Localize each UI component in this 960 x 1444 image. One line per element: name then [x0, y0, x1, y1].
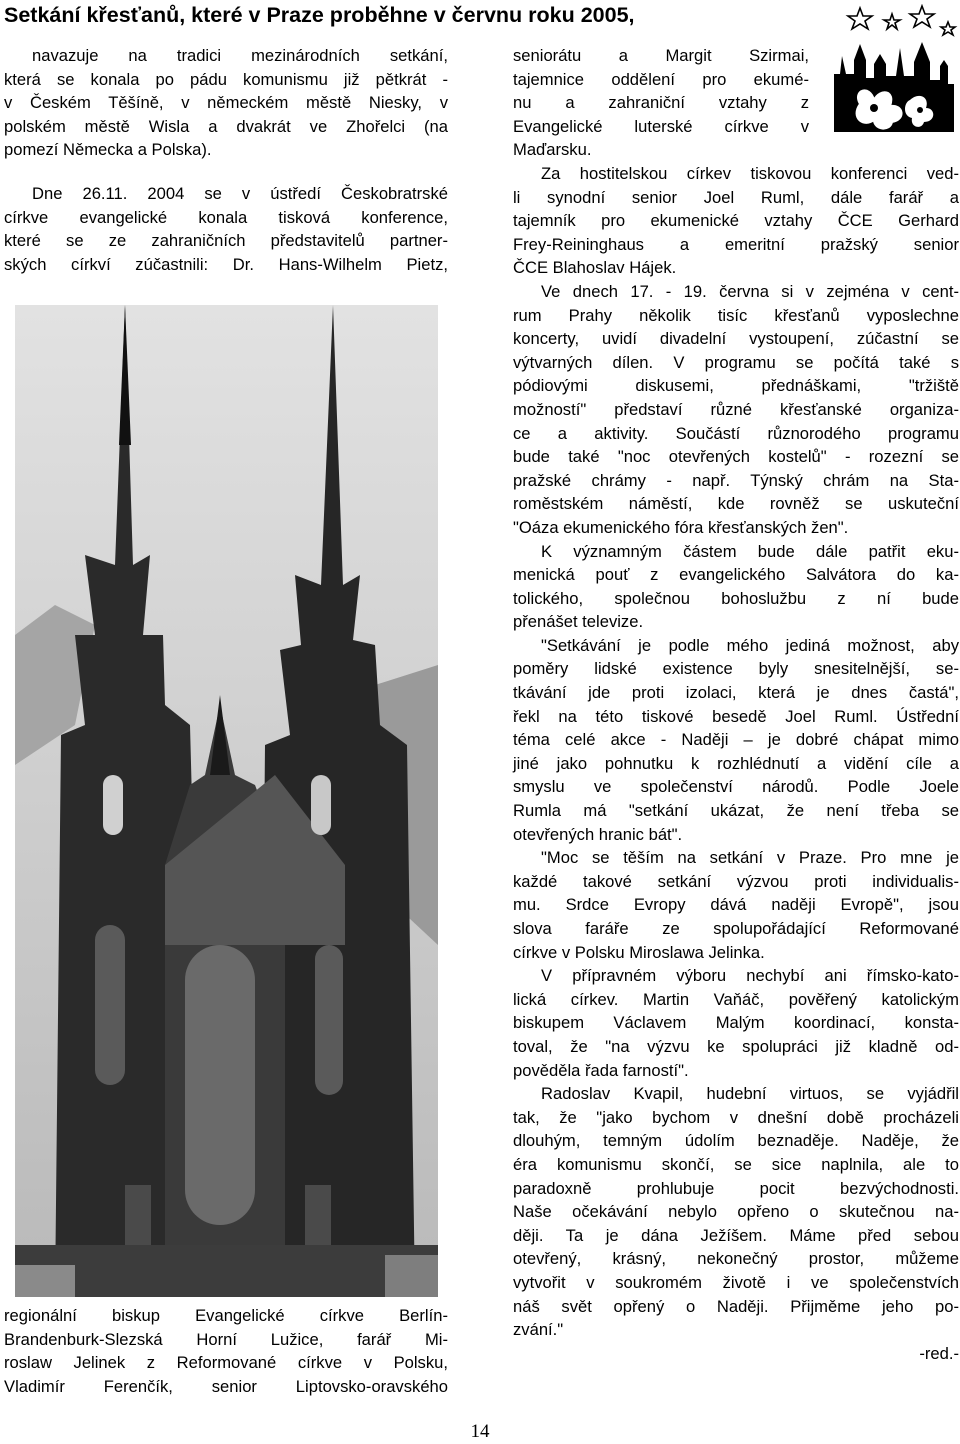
page-title: Setkání křesťanů, které v Praze proběhne v červnu roku 2005,: [4, 3, 635, 27]
text-line: K významným částem bude dále patřit eku-: [541, 541, 959, 561]
text-line: roměstském náměstí, kde rovněž se uskuteční: [513, 494, 959, 514]
text-line: tajemník pro ekumenické vztahy ČCE Gerhard: [513, 211, 959, 231]
text-line: v Českém Těšíně, v německém městě Niesky, v: [4, 93, 448, 113]
text-line: pomezí Německa a Polska).: [4, 140, 212, 160]
text-line: "Moc se těším na setkání v Praze. Pro mne je: [541, 848, 959, 868]
text-line: otevřených hranic bát".: [513, 824, 683, 844]
text-line: koncerty, uvidí divadelní vystoupení, zúčastní se: [513, 329, 959, 349]
right-column-top: [513, 44, 809, 162]
page-number: 14: [470, 1421, 490, 1442]
signature: -red.-: [919, 1343, 959, 1363]
text-line: výtvarných dílen. V programu se počítá také s: [513, 352, 959, 372]
right-column: [513, 162, 959, 1365]
text-line: otevřený, krásný, nekonečný prostor, můžeme: [513, 1249, 959, 1269]
text-line: rum Prahy několik tisíc křesťanů vyposlechne: [513, 305, 959, 325]
text-line: lická církev. Martin Vaňáč, pověřený katolickým: [513, 989, 959, 1009]
text-line: li synodní senior Joel Ruml, dále farář a: [513, 187, 959, 207]
text-line: ce a aktivity. Součástí různorodého programu: [513, 423, 959, 443]
text-line: tolického, společnou bohoslužbu z ní bude: [513, 588, 959, 608]
text-line: řekl na této tiskové besedě Joel Ruml. Ústřední: [513, 706, 959, 726]
text-line: tkávání jde proti izolaci, která je dnes častá",: [513, 683, 959, 703]
ecumenical-meeting-logo: [830, 4, 958, 134]
text-line: církve v Polsku Miroslawa Jelinka.: [513, 942, 765, 962]
text-line: Frey-Reininghaus a emeritní pražský senior: [513, 234, 959, 254]
text-line: nu a zahraniční vztahy z: [513, 93, 809, 113]
text-line: smyslu ve společenství národů. Podle Joele: [513, 777, 959, 797]
text-line: V přípravném výboru nechybí ani římsko-kato-: [541, 966, 959, 986]
text-line: zvání.": [513, 1320, 564, 1340]
text-line: přenášet televize.: [513, 612, 644, 632]
text-line: navazuje na tradici mezinárodních setkání,: [32, 46, 448, 65]
text-line: náš svět opřený o Naději. Přijměme jeho po-: [513, 1296, 959, 1316]
text-line: poměry lidské existence byly snesitelnější, se-: [513, 659, 959, 679]
text-line: menická pouť z evangelického Salvátora do ka-: [513, 565, 959, 585]
text-line: éra komunismu skončí, se sice naplnila, ale to: [513, 1154, 959, 1174]
text-line: Vladimír Ferenčík, senior Liptovsko-oravského: [4, 1376, 448, 1396]
text-line: tajemnice oddělení pro ekumé-: [513, 69, 809, 89]
left-column-top: [4, 44, 448, 276]
text-line: slova faráře ze spolupořádající Reformované: [513, 919, 959, 938]
text-line: Naše očekávání nebylo opřeno o skutečnou na-: [513, 1202, 959, 1222]
text-line: paradoxně prohlubuje pocit bezvýchodnosti.: [513, 1178, 959, 1198]
text-line: Za hostitelskou církev tiskovou konferenci ved-: [541, 164, 959, 183]
text-line: Dne 26.11. 2004 se v ústředí Českobratrské: [32, 183, 448, 203]
text-line: toval, že "na výzvu ke spolupráci již kladně od-: [513, 1036, 959, 1056]
text-line: Radoslav Kvapil, hudební virtuos, se vyjádřil: [541, 1084, 959, 1104]
text-line: "Setkávání je podle mého jediná možnost, aby: [541, 635, 959, 655]
text-line: Maďarsku.: [513, 140, 592, 160]
text-line: pověděla řada farností".: [513, 1060, 689, 1080]
text-line: každé takové setkání výzvou proti individualis-: [513, 871, 959, 891]
text-line: Ve dnech 17. - 19. června si v zejména v cent-: [541, 281, 959, 301]
text-line: Rumla má "setkání ukázat, že není třeba se: [513, 801, 959, 821]
text-line: bude také "noc otevřených kostelů" - rozezní se: [513, 447, 959, 467]
text-line: ději. Ta je dána Ježíšem. Máme před sebou: [513, 1225, 959, 1245]
text-line: Evangelické luterské církve v: [513, 116, 809, 136]
text-line: jiné jako pohnutku k rozhlédnutí a vidění cíle a: [513, 753, 959, 773]
text-line: téma celé akce - Naději – je dobré chápat mimo: [513, 730, 959, 750]
text-line: dlouhým, temným údolím beznaděje. Naděje, že: [513, 1131, 959, 1151]
text-line: církve evangelické konala tisková konference,: [4, 207, 448, 227]
text-line: tak, že "jako bychom v dnešní době procházeli: [513, 1107, 959, 1127]
text-line: vytvořit v soukromém životě i ve společenstvích: [513, 1272, 959, 1292]
text-line: které se ze zahraničních představitelů partner-: [4, 231, 448, 251]
text-line: regionální biskup Evangelické církve Berlín-: [4, 1306, 448, 1325]
text-line: pódiovými diskusemi, přednáškami, "tržiště: [513, 376, 959, 396]
text-line: která se konala po pádu komunismu již pětkrát -: [4, 69, 448, 89]
text-line: biskupem Václavem Malým koordinací, konsta-: [513, 1013, 959, 1033]
church-photo: [15, 305, 438, 1297]
text-line: ských církví zúčastnili: Dr. Hans-Wilhelm Pietz,: [4, 254, 448, 274]
text-line: možností" představí různé křesťanské organiza-: [513, 399, 959, 419]
text-line: mu. Srdce Evropy dává naději Evropě", jsou: [513, 895, 959, 915]
text-line: "Oáza ekumenického fóra křesťanských žen".: [513, 517, 849, 537]
text-line: ČCE Blahoslav Hájek.: [513, 258, 677, 278]
left-column-bottom: [4, 1304, 448, 1398]
text-line: pražské chrámy - např. Týnský chrám na Sta-: [513, 470, 959, 490]
text-line: Brandenburk-Slezská Horní Lužice, farář Mi-: [4, 1329, 448, 1349]
text-line: polském městě Wisla a dvakrát ve Zhořelci (na: [4, 116, 448, 136]
text-line: seniorátu a Margit Szirmai,: [513, 46, 809, 65]
text-line: roslaw Jelinek z Reformované církve v Polsku,: [4, 1353, 448, 1373]
